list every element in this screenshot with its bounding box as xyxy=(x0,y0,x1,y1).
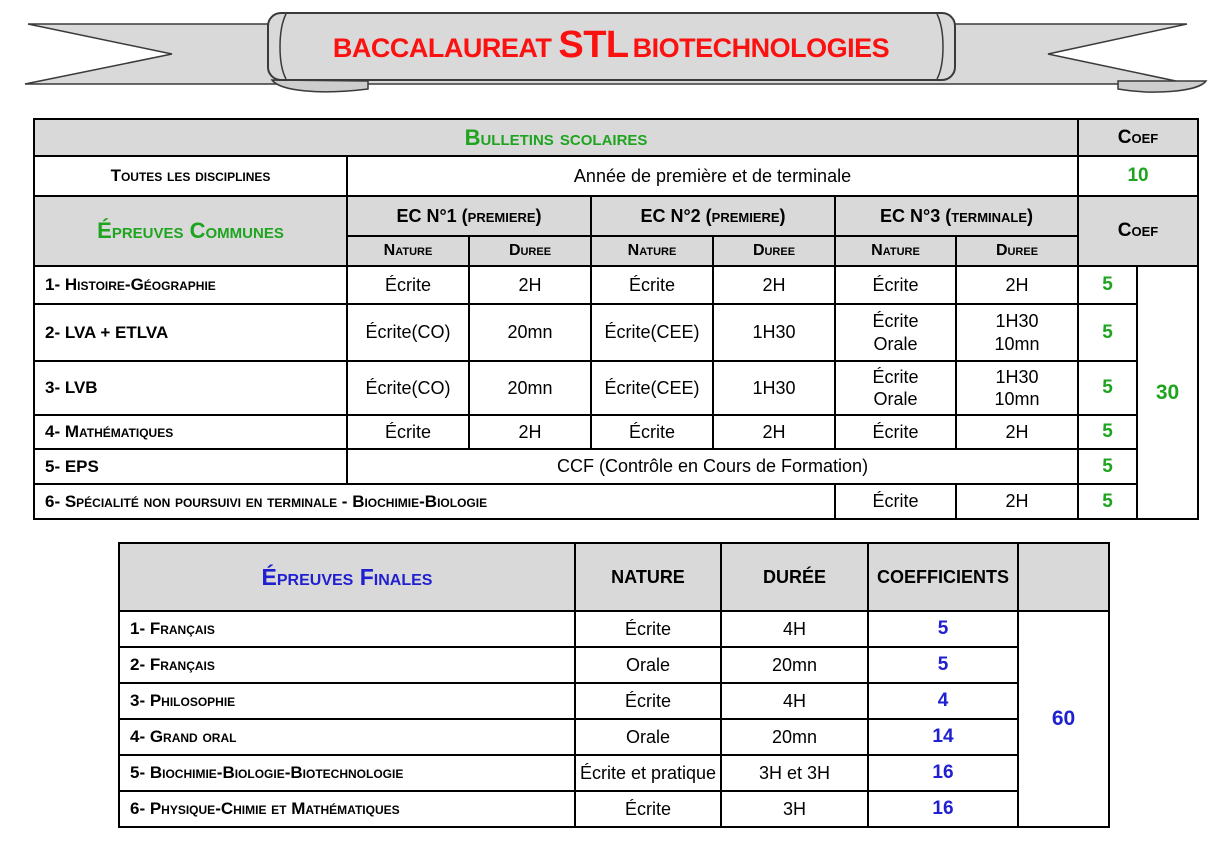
final-nature-value: Écrite xyxy=(575,683,721,719)
table-row xyxy=(34,266,1198,304)
table1-title: Bulletins scolaires xyxy=(34,119,1078,156)
table-row xyxy=(119,683,1109,719)
table2-nature-header: NATURE xyxy=(575,543,721,611)
table2-header-spacer xyxy=(1018,543,1109,611)
ec3-nature-value: Écrite xyxy=(835,484,956,519)
table-row xyxy=(119,647,1109,683)
ec2-duree-value: 1H30 xyxy=(713,361,835,415)
epreuves-finales-table xyxy=(118,542,1110,828)
subject-label: 1- Histoire-Géographie xyxy=(34,266,347,304)
subject-label: 4- Mathématiques xyxy=(34,415,347,449)
subject-label: 2- LVA + ETLVA xyxy=(34,304,347,361)
final-coef: 14 xyxy=(868,719,1018,755)
table2-total-coef: 60 xyxy=(1018,611,1109,827)
table1-total-coef: 30 xyxy=(1137,266,1198,519)
banner-title-part1: BACCALAUREAT xyxy=(332,33,559,63)
final-subject-label: 1- Français xyxy=(119,611,575,647)
ec2-nature-value: Écrite xyxy=(591,266,713,304)
final-duree-value: 20mn xyxy=(721,719,868,755)
subject-label: 3- LVB xyxy=(34,361,347,415)
table2-duree-header: DURÉE xyxy=(721,543,868,611)
disciplines-coef: 10 xyxy=(1078,156,1198,196)
ec3-header: EC N°3 (terminale) xyxy=(835,196,1078,236)
epreuves-finales-section xyxy=(118,542,1110,828)
final-nature-value: Écrite xyxy=(575,791,721,827)
subject-coef: 5 xyxy=(1078,361,1137,415)
ec1-nature-value: Écrite xyxy=(347,415,469,449)
final-nature-value: Écrite xyxy=(575,611,721,647)
table-row xyxy=(34,361,1198,415)
table2-coefficients-header: COEFFICIENTS xyxy=(868,543,1018,611)
table-row xyxy=(34,304,1198,361)
ec1-duree-value: 20mn xyxy=(469,361,591,415)
subject-coef: 5 xyxy=(1078,415,1137,449)
subject-label: 6- Spécialité non poursuivi en terminale - Biochimie-Biologie xyxy=(34,484,835,519)
final-nature-value: Orale xyxy=(575,647,721,683)
ec3-nature-value: Écrite Orale xyxy=(835,361,956,415)
table-row xyxy=(119,755,1109,791)
ec2-nature-header: Nature xyxy=(591,236,713,266)
final-duree-value: 4H xyxy=(721,611,868,647)
ec1-duree-value: 2H xyxy=(469,415,591,449)
ec2-nature-value: Écrite xyxy=(591,415,713,449)
ec3-duree-value: 1H30 10mn xyxy=(956,361,1078,415)
ec1-duree-value: 20mn xyxy=(469,304,591,361)
ec1-duree-header: Duree xyxy=(469,236,591,266)
table-row xyxy=(119,791,1109,827)
table1-subtitle: Épreuves Communes xyxy=(34,196,347,266)
disciplines-value: Année de première et de terminale xyxy=(347,156,1078,196)
ec2-header: EC N°2 (premiere) xyxy=(591,196,835,236)
table-row xyxy=(34,415,1198,449)
table-row xyxy=(34,484,1198,519)
table-row xyxy=(119,719,1109,755)
ribbon-fold-left xyxy=(272,80,368,92)
final-duree-value: 3H et 3H xyxy=(721,755,868,791)
table1-coef-header-2: Coef xyxy=(1078,196,1198,266)
table-row xyxy=(34,449,1198,484)
final-coef: 5 xyxy=(868,611,1018,647)
final-duree-value: 20mn xyxy=(721,647,868,683)
final-coef: 16 xyxy=(868,791,1018,827)
ec3-nature-value: Écrite xyxy=(835,415,956,449)
table1-coef-header: Coef xyxy=(1078,119,1198,156)
ec1-nature-header: Nature xyxy=(347,236,469,266)
ec3-nature-value: Écrite xyxy=(835,266,956,304)
ec2-duree-value: 2H xyxy=(713,266,835,304)
table-row xyxy=(119,611,1109,647)
ec1-nature-value: Écrite(CO) xyxy=(347,304,469,361)
final-subject-label: 6- Physique-Chimie et Mathématiques xyxy=(119,791,575,827)
bulletins-epreuves-communes-section xyxy=(33,118,1199,520)
table2-title: Épreuves Finales xyxy=(119,543,575,611)
ec2-nature-value: Écrite(CEE) xyxy=(591,361,713,415)
final-subject-label: 2- Français xyxy=(119,647,575,683)
ec1-nature-value: Écrite(CO) xyxy=(347,361,469,415)
ec2-duree-value: 1H30 xyxy=(713,304,835,361)
final-duree-value: 3H xyxy=(721,791,868,827)
final-subject-label: 3- Philosophie xyxy=(119,683,575,719)
subject-label: 5- EPS xyxy=(34,449,347,484)
ec1-duree-value: 2H xyxy=(469,266,591,304)
ec3-nature-header: Nature xyxy=(835,236,956,266)
ec3-duree-header: Duree xyxy=(956,236,1078,266)
final-coef: 16 xyxy=(868,755,1018,791)
ec2-duree-header: Duree xyxy=(713,236,835,266)
ec3-duree-value: 2H xyxy=(956,266,1078,304)
final-duree-value: 4H xyxy=(721,683,868,719)
ec2-duree-value: 2H xyxy=(713,415,835,449)
final-subject-label: 4- Grand oral xyxy=(119,719,575,755)
subject-coef: 5 xyxy=(1078,304,1137,361)
subject-coef: 5 xyxy=(1078,449,1137,484)
subject-coef: 5 xyxy=(1078,484,1137,519)
ec3-duree-value: 2H xyxy=(956,484,1078,519)
final-nature-value: Orale xyxy=(575,719,721,755)
final-coef: 5 xyxy=(868,647,1018,683)
subject-coef: 5 xyxy=(1078,266,1137,304)
final-nature-value: Écrite et pratique xyxy=(575,755,721,791)
ec2-nature-value: Écrite(CEE) xyxy=(591,304,713,361)
ec1-nature-value: Écrite xyxy=(347,266,469,304)
ribbon-fold-right xyxy=(1118,81,1206,92)
final-subject-label: 5- Biochimie-Biologie-Biotechnologie xyxy=(119,755,575,791)
ec3-duree-value: 2H xyxy=(956,415,1078,449)
disciplines-label: Toutes les disciplines xyxy=(34,156,347,196)
title-ribbon xyxy=(0,0,1216,100)
ec1-header: EC N°1 (premiere) xyxy=(347,196,591,236)
banner-title-part2: STL xyxy=(558,24,629,66)
ec3-duree-value: 1H30 10mn xyxy=(956,304,1078,361)
final-coef: 4 xyxy=(868,683,1018,719)
eps-ccf-value: CCF (Contrôle en Cours de Formation) xyxy=(347,449,1078,484)
ec3-nature-value: Écrite Orale xyxy=(835,304,956,361)
bulletins-table xyxy=(33,118,1199,520)
banner-title-part3: BIOTECHNOLOGIES xyxy=(632,33,890,63)
